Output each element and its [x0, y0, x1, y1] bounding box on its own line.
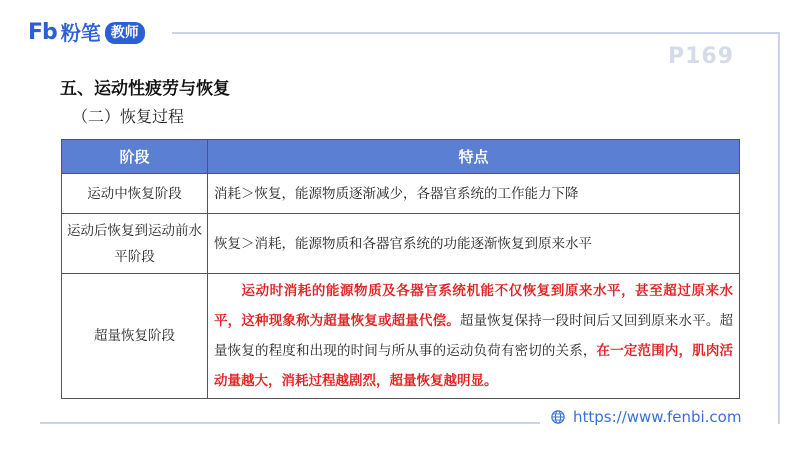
table-row — [62, 214, 740, 274]
highlight-text: 在一定范围内，肌肉活动量越大，消耗过程越剧烈，超量恢复越明显。 — [214, 343, 734, 389]
highlight-text: 运动时消耗的能源物质及各器官系统机能不仅恢复到原来水平，甚至超过原来水平，这种现象称为超量恢复或超量代偿。 — [214, 283, 733, 329]
stage-cell: 运动后恢复到运动前水平阶段 — [62, 214, 208, 274]
section-heading: 五、运动性疲劳与恢复 — [60, 79, 230, 99]
table-row — [62, 274, 740, 399]
frame-right-line — [778, 32, 780, 424]
page-number: P169 — [668, 44, 735, 69]
website-footer[interactable] — [551, 408, 741, 426]
feature-cell — [208, 274, 740, 399]
table-header-row — [62, 140, 740, 174]
feature-cell: 恢复＞消耗，能源物质和各器官系统的功能逐渐恢复到原来水平 — [208, 214, 740, 274]
stage-cell: 运动中恢复阶段 — [62, 174, 208, 214]
website-link[interactable]: https://www.fenbi.com — [573, 408, 742, 426]
logo-name: 粉笔 — [60, 21, 101, 45]
table-row — [62, 174, 740, 214]
globe-icon — [551, 410, 565, 424]
recovery-table — [61, 139, 740, 399]
section-subheading: （二）恢复过程 — [72, 107, 185, 126]
frame-top-line — [172, 32, 780, 34]
header-stage: 阶段 — [62, 140, 208, 174]
logo-tag: 教师 — [105, 22, 145, 44]
header-feature: 特点 — [208, 140, 740, 174]
plain-text: 超量恢复保持一段时间后又回到原来水平。超量恢复的程度和出现的时间与所从事的运动负荷有密切的关系， — [214, 313, 734, 359]
frame-bottom-line — [40, 422, 540, 424]
brand-logo — [28, 20, 145, 46]
feature-cell: 消耗＞恢复，能源物质逐渐减少，各器官系统的工作能力下降 — [208, 174, 740, 214]
stage-cell: 超量恢复阶段 — [62, 274, 208, 399]
logo-mark: Fb — [28, 20, 57, 45]
